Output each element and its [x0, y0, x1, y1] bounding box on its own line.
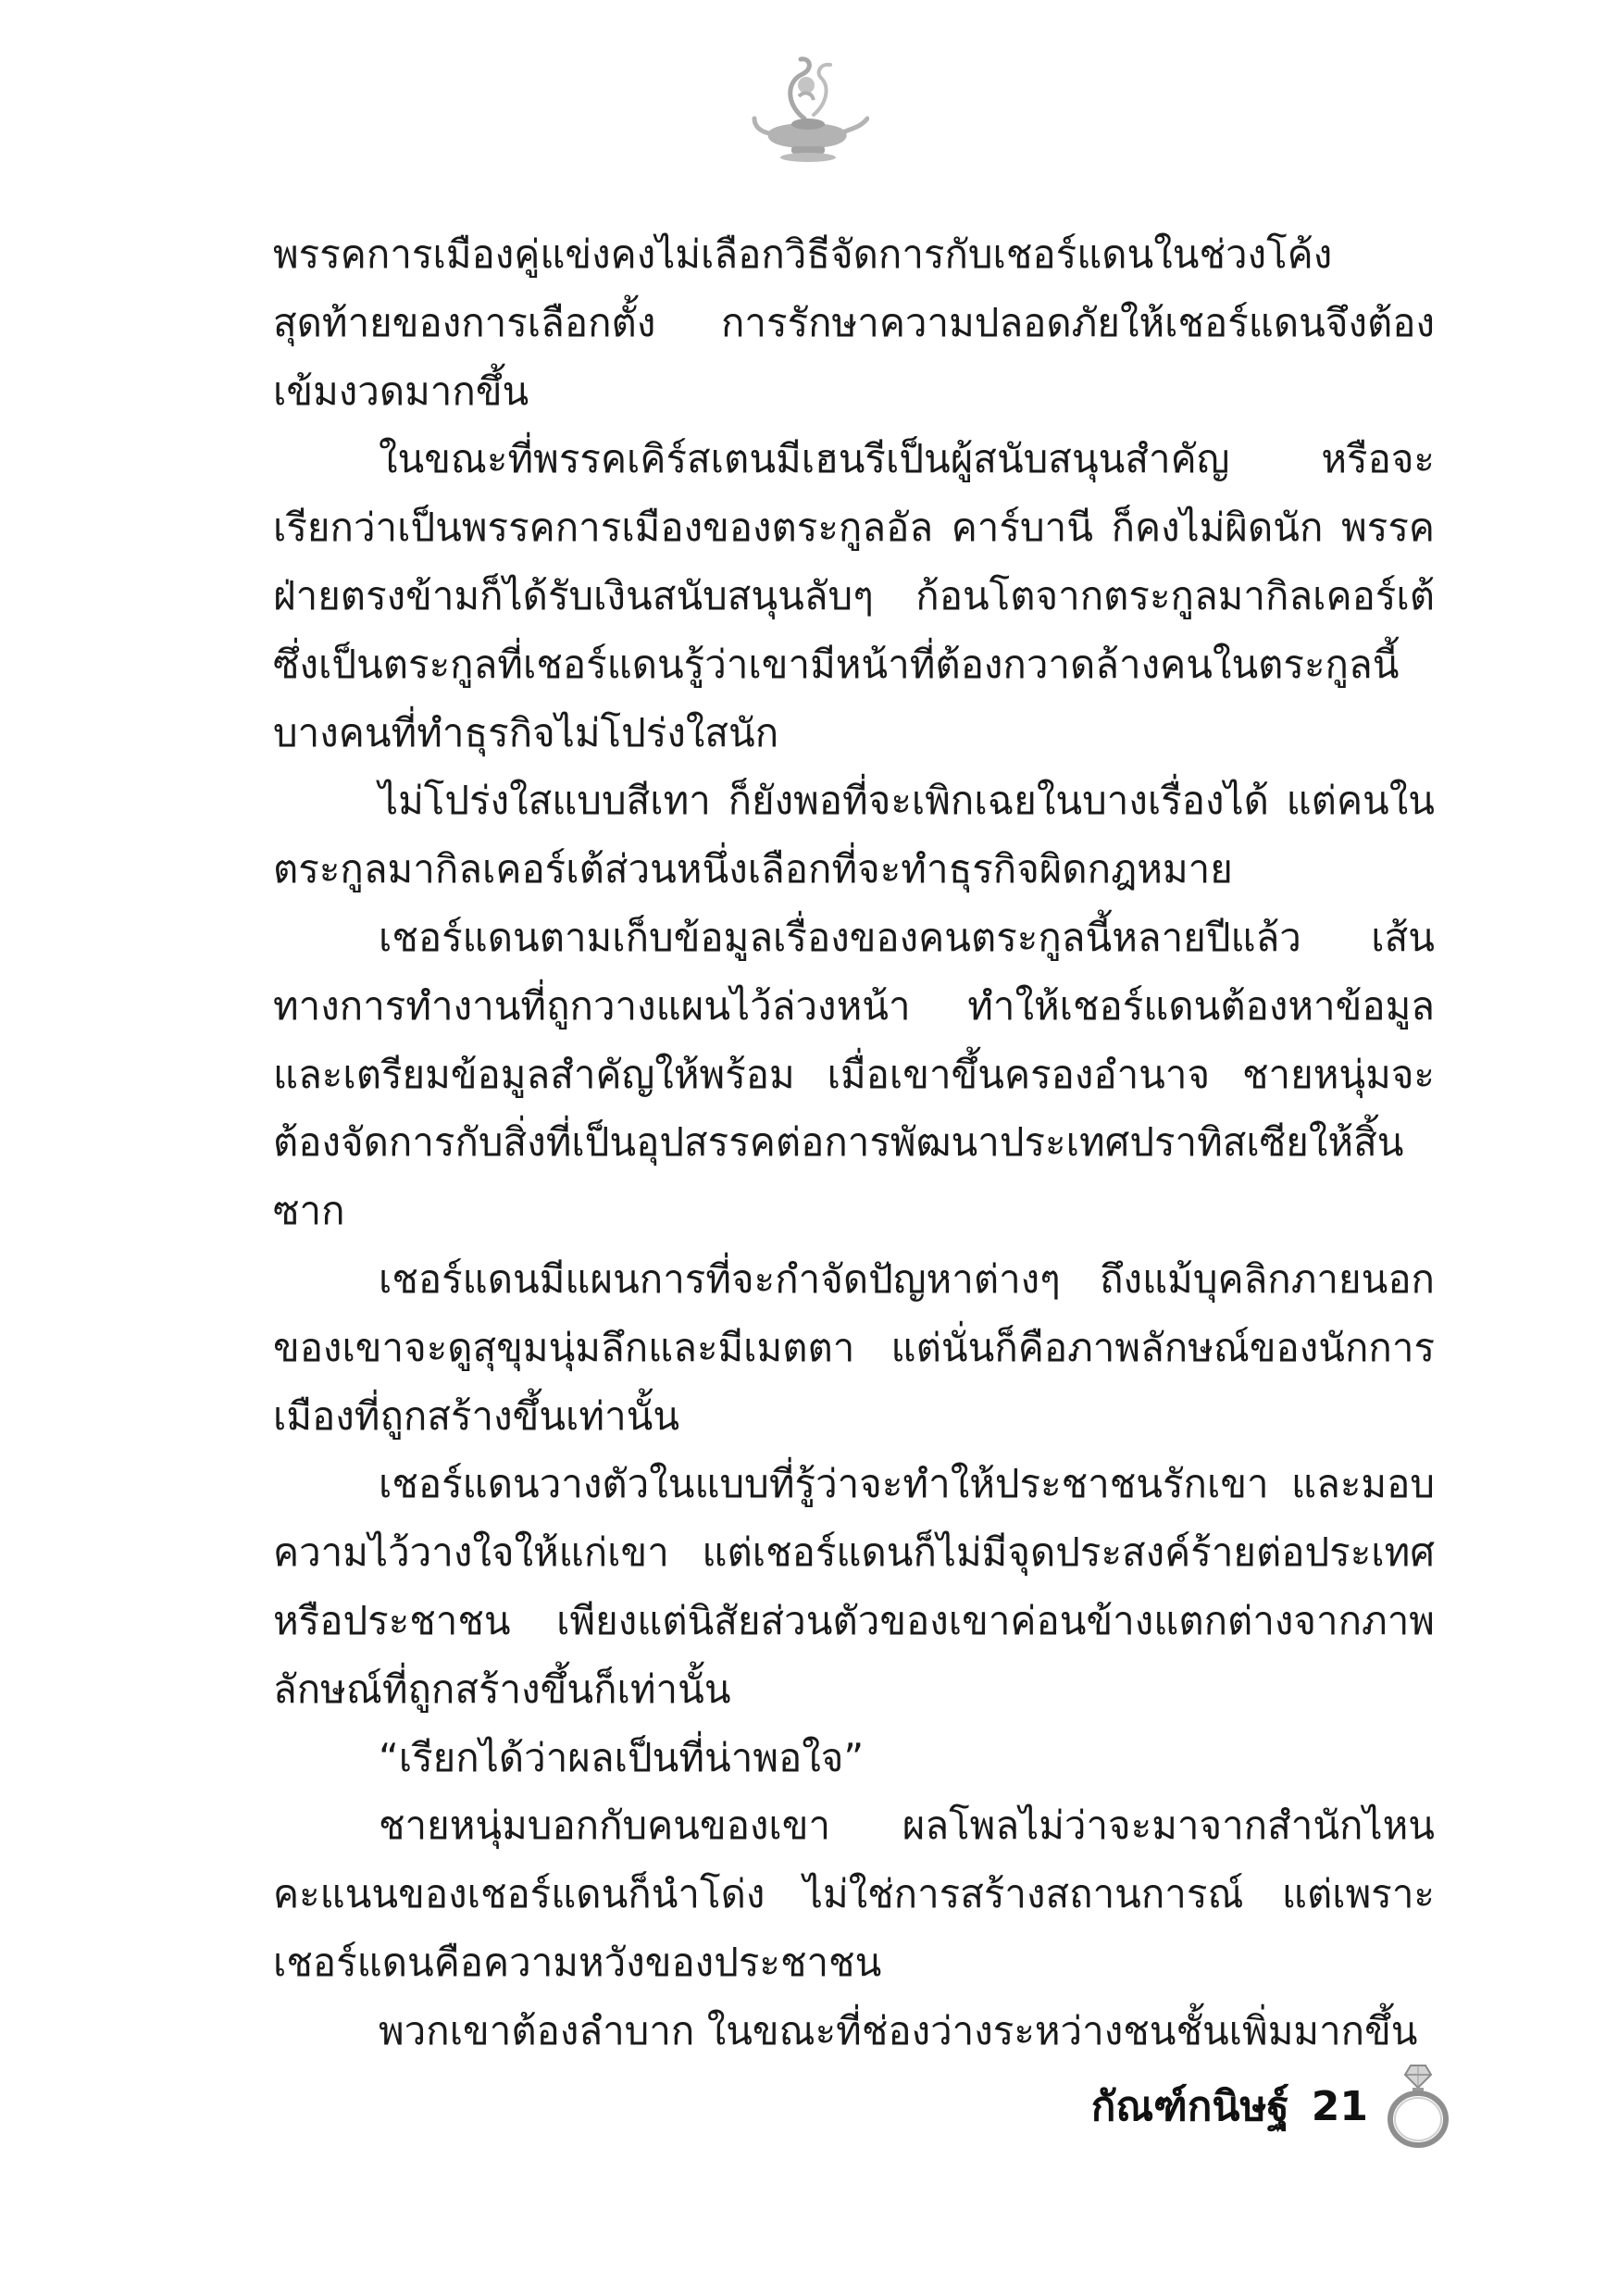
- page-footer: [1091, 2055, 1451, 2157]
- paragraph: “เรียกได้ว่าผลเป็นที่น่าพอใจ”: [379, 1734, 865, 1780]
- page-body: [273, 220, 1435, 2065]
- paragraph: พวกเขาต้องลำบาก ในขณะที่ช่องว่างระหว่างชนชั้นเพิ่มมากขึ้น: [379, 2007, 1418, 2053]
- paragraph: เชอร์แดนมีแผนการที่จะกำจัดปัญหาต่างๆ ถึงแม้บุคลิกภายนอกของเขาจะดูสุขุมนุ่มลึกและมีเมตตา แต่นั่นก็คือภาพลักษณ์ของนักการเมืองที่ถูกสร้างขึ้นเท่านั้น: [273, 1255, 1435, 1439]
- paragraph: เชอร์แดนตามเก็บข้อมูลเรื่องของคนตระกูลนี้หลายปีแล้ว เส้นทางการทำงานที่ถูกวางแผนไว้ล่วงหน้า ทำให้เชอร์แดนต้องหาข้อมูลและเตรียมข้อมูลสำคัญให้พร้อม เมื่อเขาขึ้นครองอำนาจ ชายหนุ่มจะต้องจัดการกับสิ่งที่เป็นอุปสรรคต่อการพัฒนาประเทศปราทิสเซียให้สิ้นซาก: [273, 914, 1435, 1234]
- page-number: 21: [1311, 2082, 1368, 2130]
- book-title: กัณฑ์กนิษฐ์: [1090, 2083, 1289, 2130]
- paragraph: ชายหนุ่มบอกกับคนของเขา ผลโพลไม่ว่าจะมาจากสำนักไหนคะแนนของเชอร์แดนก็นำโด่ง ไม่ใช่การสร้างสถานการณ์ แต่เพราะเชอร์แดนคือความหวังของประชาชน: [273, 1803, 1435, 1985]
- paragraph: เชอร์แดนวางตัวในแบบที่รู้ว่าจะทำให้ประชาชนรักเขา และมอบความไว้วางใจให้แก่เขา แต่เชอร์แดนก็ไม่มีจุดประสงค์ร้ายต่อประเทศหรือประชาชน เพียงแต่นิสัยส่วนตัวของเขาค่อนข้างแตกต่างจากภาพลักษณ์ที่ถูกสร้างขึ้นก็เท่านั้น: [273, 1461, 1435, 1712]
- genie-lamp-icon: [749, 54, 869, 165]
- paragraph: ไม่โปร่งใสแบบสีเทา ก็ยังพอที่จะเพิกเฉยในบางเรื่องได้ แต่คนในตระกูลมากิลเคอร์เต้ส่วนหนึ่งเลือกที่จะทำธุรกิจผิดกฎหมาย: [273, 778, 1435, 892]
- paragraph: ในขณะที่พรรคเคิร์สเตนมีเฮนรีเป็นผู้สนับสนุนสำคัญ หรือจะเรียกว่าเป็นพรรคการเมืองของตระกูลอัล คาร์บานี ก็คงไม่ผิดนัก พรรคฝ่ายตรงข้ามก็ได้รับเงินสนับสนุนลับๆ ก้อนโตจากตระกูลมากิลเคอร์เต้ ซึ่งเป็นตระกูลที่เชอร์แดนรู้ว่าเขามีหน้าที่ต้องกวาดล้างคนในตระกูลนี้บางคนที่ทำธุรกิจไม่โปร่งใสนัก: [273, 436, 1435, 755]
- paragraph: พรรคการเมืองคู่แข่งคงไม่เลือกวิธีจัดการกับเชอร์แดนในช่วงโค้งสุดท้ายของการเลือกตั้ง การรักษาความปลอดภัยให้เชอร์แดนจึงต้องเข้มงวดมากขึ้น: [273, 231, 1435, 414]
- diamond-ring-icon: [1385, 2060, 1451, 2152]
